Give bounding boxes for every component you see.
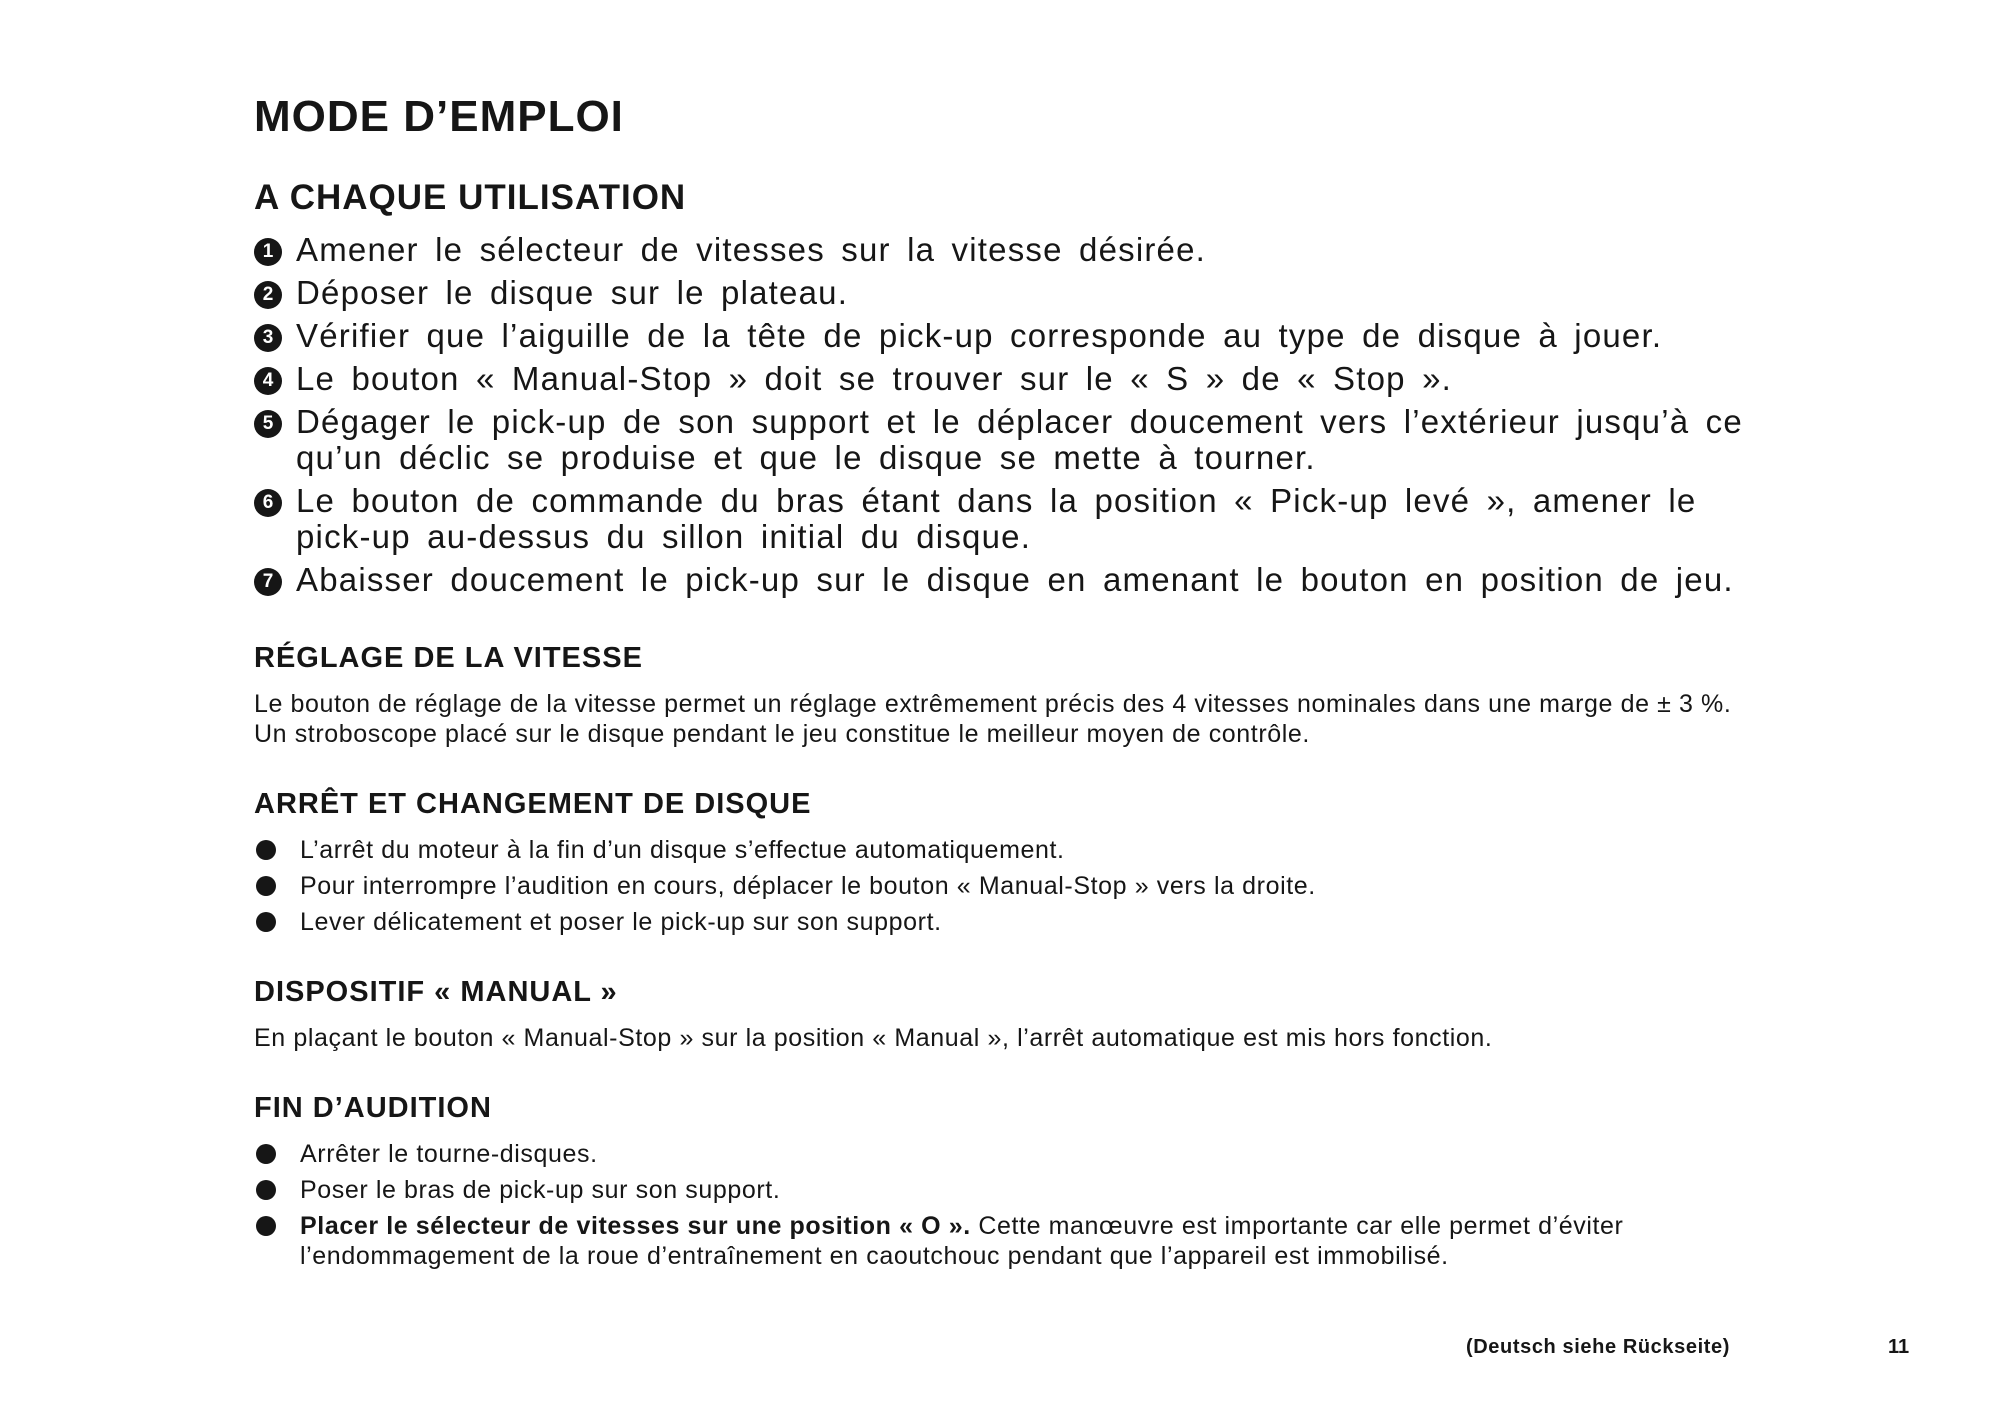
step-text: Abaisser doucement le pick-up sur le disque en amenant le bouton en position de jeu. [296, 561, 1734, 598]
usage-heading: A CHAQUE UTILISATION [254, 178, 687, 217]
step-3 [254, 318, 1764, 354]
manual-section [254, 976, 1764, 1053]
step-number-badge: 4 [254, 367, 282, 395]
usage-steps [254, 232, 1764, 598]
step-text: Amener le sélecteur de vitesses sur la vitesse désirée. [296, 231, 1207, 268]
usage-section [254, 178, 1764, 605]
list-item-text: Lever délicatement et poser le pick-up sur son support. [300, 908, 942, 936]
page-number: 11 [1888, 1336, 1910, 1358]
list-item-text: Poser le bras de pick-up sur son support. [300, 1176, 781, 1204]
step-6 [254, 483, 1764, 555]
step-number-badge: 3 [254, 324, 282, 352]
emphasis-text: Placer le sélecteur de vitesses sur une position « O ». [300, 1212, 971, 1240]
step-text: Vérifier que l’aiguille de la tête de pick-up corresponde au type de disque à jouer. [296, 317, 1663, 354]
step-5 [254, 404, 1764, 476]
step-number-badge: 1 [254, 238, 282, 266]
page-title: MODE D’EMPLOI [254, 92, 624, 141]
list-item [254, 871, 1764, 901]
list-item-rest-text: Cette manœuvre est importante car elle permet d’éviter l’endommagement de la roue d’entraînement en caoutchouc pendant que l’appareil est immobilisé. [300, 1212, 1624, 1270]
bullet-icon [256, 876, 276, 896]
footer-note: (Deutsch siehe Rückseite) [1466, 1336, 1730, 1358]
speed-section [254, 642, 1764, 749]
list-item-text [300, 1211, 1764, 1271]
bullet-icon [256, 912, 276, 932]
manual-heading: DISPOSITIF « MANUAL » [254, 976, 618, 1008]
bullet-icon [256, 1216, 276, 1236]
step-number-badge: 6 [254, 489, 282, 517]
list-item [254, 1175, 1764, 1205]
bullet-icon [256, 840, 276, 860]
step-text: Dégager le pick-up de son support et le déplacer doucement vers l’extérieur jusqu’à ce qu’un déclic se produise et que le disque se mette à tourner. [296, 403, 1743, 476]
list-item-text: Pour interrompre l’audition en cours, déplacer le bouton « Manual-Stop » vers la droite. [300, 872, 1316, 900]
step-2 [254, 275, 1764, 311]
bullet-icon [256, 1180, 276, 1200]
list-item [254, 835, 1764, 865]
step-text: Le bouton « Manual-Stop » doit se trouver sur le « S » de « Stop ». [296, 360, 1453, 397]
list-item [254, 1139, 1764, 1169]
speed-heading: RÉGLAGE DE LA VITESSE [254, 642, 643, 674]
list-item-text: Arrêter le tourne-disques. [300, 1140, 598, 1168]
list-item [254, 1211, 1764, 1271]
list-item-text: L’arrêt du moteur à la fin d’un disque s’effectue automatiquement. [300, 836, 1065, 864]
end-section [254, 1092, 1764, 1277]
end-heading: FIN D’AUDITION [254, 1092, 492, 1124]
stop-section [254, 788, 1764, 943]
step-number-badge: 2 [254, 281, 282, 309]
step-number-badge: 7 [254, 568, 282, 596]
step-7 [254, 562, 1764, 598]
step-number-badge: 5 [254, 410, 282, 438]
step-text: Déposer le disque sur le plateau. [296, 274, 849, 311]
step-1 [254, 232, 1764, 268]
end-list [254, 1139, 1764, 1271]
step-text: Le bouton de commande du bras étant dans la position « Pick-up levé », amener le pick-up au-dessus du sillon initial du disque. [296, 482, 1697, 555]
manual-text: En plaçant le bouton « Manual-Stop » sur la position « Manual », l’arrêt automatique est mis hors fonction. [254, 1024, 1493, 1052]
step-4 [254, 361, 1764, 397]
stop-list [254, 835, 1764, 937]
stop-heading: ARRÊT ET CHANGEMENT DE DISQUE [254, 788, 812, 820]
list-item [254, 907, 1764, 937]
speed-text: Le bouton de réglage de la vitesse permet un réglage extrêmement précis des 4 vitesses nominales dans une marge de ± 3 %. Un stroboscope placé sur le disque pendant le jeu constitue le meilleur moyen de contrôle. [254, 690, 1732, 748]
bullet-icon [256, 1144, 276, 1164]
